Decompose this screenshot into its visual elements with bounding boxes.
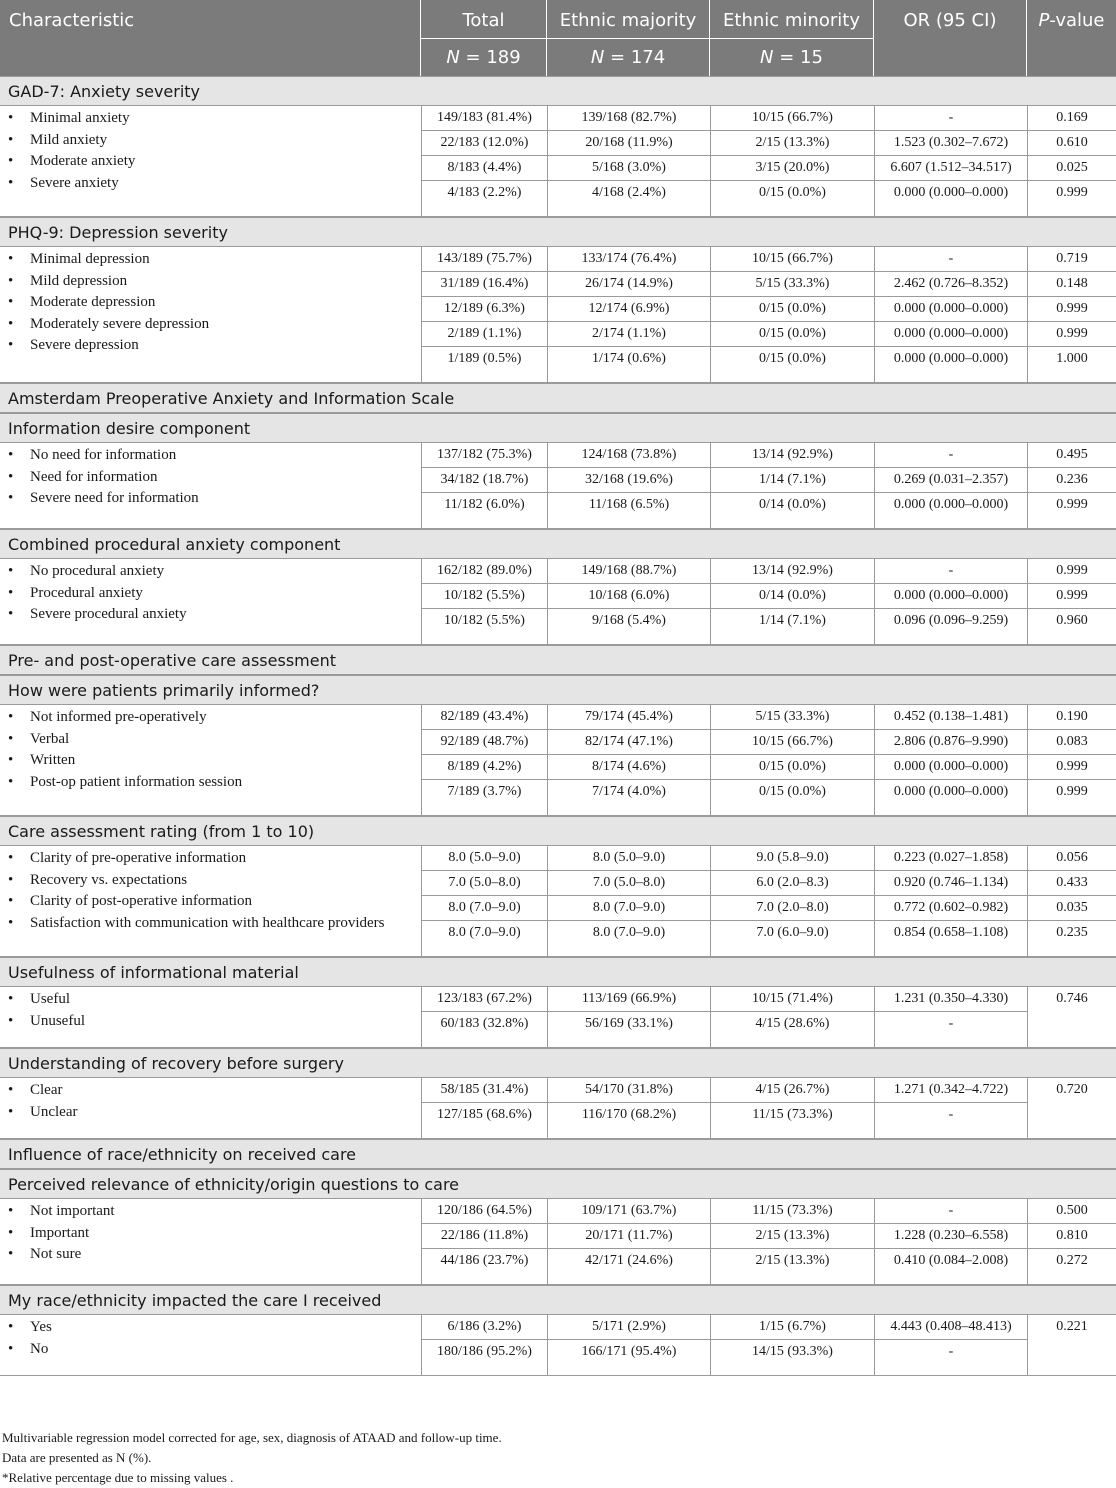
row-group (0, 705, 1116, 816)
table-cell: 10/15 (66.7%) (710, 106, 874, 130)
table-cell: 1.523 (0.302–7.672) (874, 131, 1027, 155)
table-row (421, 559, 1116, 584)
row-group (0, 1199, 1116, 1285)
table-cell: 20/171 (11.7%) (547, 1224, 710, 1248)
table-cell: 1.271 (0.342–4.722) (874, 1078, 1027, 1102)
table-row (421, 443, 1116, 468)
table-cell: 8.0 (5.0–9.0) (421, 846, 547, 870)
table-cell: 162/182 (89.0%) (421, 559, 547, 583)
table-row (421, 106, 1116, 131)
row-label: • Verbal (8, 730, 70, 747)
footnote: *Relative percentage due to missing values . (2, 1470, 234, 1485)
table-cell: 0.720 (1027, 1078, 1116, 1102)
table-cell: 0.452 (0.138–1.481) (874, 705, 1027, 729)
table-row (421, 846, 1116, 871)
table-cell: 0.000 (0.000–0.000) (874, 780, 1027, 804)
table-cell: 1/14 (7.1%) (710, 468, 874, 492)
row-label: • Post-op patient information session (8, 773, 243, 790)
section-heading: Care assessment rating (from 1 to 10) (0, 816, 1116, 846)
table-cell: 9.0 (5.8–9.0) (710, 846, 874, 870)
table-cell: 0/14 (0.0%) (710, 584, 874, 608)
table-row (421, 1224, 1116, 1249)
table-cell: - (874, 559, 1027, 583)
table-cell: 0/14 (0.0%) (710, 493, 874, 517)
table-row (421, 705, 1116, 730)
table-cell: 7.0 (6.0–9.0) (710, 921, 874, 945)
table-cell: 20/168 (11.9%) (547, 131, 710, 155)
table-cell: - (874, 1103, 1027, 1127)
table-row (421, 1315, 1116, 1340)
section-heading: Amsterdam Preoperative Anxiety and Information Scale (0, 383, 1116, 413)
table-cell: 0.495 (1027, 443, 1116, 467)
table-cell: 0/15 (0.0%) (710, 347, 874, 371)
table-cell: 149/168 (88.7%) (547, 559, 710, 583)
table-cell: 82/189 (43.4%) (421, 705, 547, 729)
table-row (421, 1249, 1116, 1274)
table-cell: 0.920 (0.746–1.134) (874, 871, 1027, 895)
table-cell: 0.025 (1027, 156, 1116, 180)
table-cell: 2/15 (13.3%) (710, 1249, 874, 1273)
table-cell: 0.000 (0.000–0.000) (874, 347, 1027, 371)
table-cell: 2/189 (1.1%) (421, 322, 547, 346)
table-cell: 0.000 (0.000–0.000) (874, 322, 1027, 346)
table-cell: 10/15 (66.7%) (710, 247, 874, 271)
table-row (421, 322, 1116, 347)
row-label: • Written (8, 752, 76, 768)
row-label: • Severe procedural anxiety (8, 606, 187, 622)
table-cell: 0.235 (1027, 921, 1116, 945)
section-heading: Perceived relevance of ethnicity/origin questions to care (0, 1169, 1116, 1199)
row-label: • Mild anxiety (8, 131, 108, 148)
table-body (0, 76, 1116, 1376)
row-label: • Moderate depression (8, 294, 156, 310)
table-cell: 0.056 (1027, 846, 1116, 870)
table-cell: 14/15 (93.3%) (710, 1340, 874, 1364)
table-cell: 0.236 (1027, 468, 1116, 492)
table-cell: 0.221 (1027, 1315, 1116, 1339)
table-cell: 0.000 (0.000–0.000) (874, 755, 1027, 779)
table-cell: 82/174 (47.1%) (547, 730, 710, 754)
table-row (421, 181, 1116, 206)
table-cell: 143/189 (75.7%) (421, 247, 547, 271)
row-label: • Recovery vs. expectations (8, 871, 188, 888)
table-cell: 8.0 (7.0–9.0) (547, 896, 710, 920)
table-row (421, 347, 1116, 372)
table-cell: 4/183 (2.2%) (421, 181, 547, 205)
table-cell: 2/15 (13.3%) (710, 131, 874, 155)
row-label: • Moderate anxiety (8, 153, 136, 169)
table-header (0, 0, 1116, 76)
header-characteristic: Characteristic (0, 0, 421, 76)
table-cell: 0.999 (1027, 297, 1116, 321)
table-cell: 32/168 (19.6%) (547, 468, 710, 492)
table-cell: 1.000 (1027, 347, 1116, 371)
table-cell: - (874, 443, 1027, 467)
row-label: • No (8, 1340, 49, 1357)
table-row (421, 131, 1116, 156)
row-label: • No procedural anxiety (8, 563, 165, 579)
table-row (421, 780, 1116, 805)
table-row (421, 609, 1116, 634)
table-cell: 0.999 (1027, 181, 1116, 205)
section-heading: GAD-7: Anxiety severity (0, 76, 1116, 106)
header-majority: Ethnic majority N = 174 (547, 0, 710, 76)
row-label: • Useful (8, 991, 70, 1007)
table-cell: 0.999 (1027, 493, 1116, 517)
table-cell (1027, 1012, 1116, 1036)
table-cell: 8/189 (4.2%) (421, 755, 547, 779)
table-row (421, 1340, 1116, 1365)
table-cell: - (874, 247, 1027, 271)
row-label: • Minimal anxiety (8, 110, 130, 126)
row-group (0, 846, 1116, 957)
table-cell: 0.719 (1027, 247, 1116, 271)
row-label: • Clarity of pre-operative information (8, 850, 247, 866)
table-row (421, 755, 1116, 780)
table-cell: 11/168 (6.5%) (547, 493, 710, 517)
table-row (421, 584, 1116, 609)
table-cell: 8.0 (7.0–9.0) (421, 921, 547, 945)
table-row (421, 871, 1116, 896)
table-cell: 10/168 (6.0%) (547, 584, 710, 608)
table-cell: 7.0 (5.0–8.0) (547, 871, 710, 895)
table-cell: 7.0 (2.0–8.0) (710, 896, 874, 920)
table-row (421, 1199, 1116, 1224)
table-cell: 2.462 (0.726–8.352) (874, 272, 1027, 296)
table-cell: 12/189 (6.3%) (421, 297, 547, 321)
table-cell: 0.854 (0.658–1.108) (874, 921, 1027, 945)
header-total: Total N = 189 (421, 0, 547, 76)
table-row (421, 987, 1116, 1012)
table-cell: 11/182 (6.0%) (421, 493, 547, 517)
row-group (0, 1078, 1116, 1139)
table-cell: 7/189 (3.7%) (421, 780, 547, 804)
table-cell: 0.500 (1027, 1199, 1116, 1223)
table-cell: 12/174 (6.9%) (547, 297, 710, 321)
section-heading: Information desire component (0, 413, 1116, 443)
table-cell: 1/14 (7.1%) (710, 609, 874, 633)
table-cell: 0.169 (1027, 106, 1116, 130)
row-label: • Need for information (8, 468, 158, 485)
header-p-value: P-value (1038, 10, 1105, 31)
table-cell: 116/170 (68.2%) (547, 1103, 710, 1127)
table-cell: 31/189 (16.4%) (421, 272, 547, 296)
row-group (0, 1315, 1116, 1376)
table-row (421, 247, 1116, 272)
table-cell: 139/168 (82.7%) (547, 106, 710, 130)
table-cell: 0.269 (0.031–2.357) (874, 468, 1027, 492)
table-cell: 0.148 (1027, 272, 1116, 296)
table-cell: 0.223 (0.027–1.858) (874, 846, 1027, 870)
section-heading: My race/ethnicity impacted the care I received (0, 1285, 1116, 1315)
row-label: • Unuseful (8, 1012, 85, 1029)
table-cell: 4/15 (26.7%) (710, 1078, 874, 1102)
table-cell: 0.410 (0.084–2.008) (874, 1249, 1027, 1273)
table-cell: - (874, 106, 1027, 130)
table-cell: 34/182 (18.7%) (421, 468, 547, 492)
table-cell: 58/185 (31.4%) (421, 1078, 547, 1102)
row-group (0, 559, 1116, 645)
table-cell: 1/189 (0.5%) (421, 347, 547, 371)
table-cell: 79/174 (45.4%) (547, 705, 710, 729)
table-cell: 120/186 (64.5%) (421, 1199, 547, 1223)
table-cell: 11/15 (73.3%) (710, 1199, 874, 1223)
table-cell: 0.610 (1027, 131, 1116, 155)
table-cell: 0.083 (1027, 730, 1116, 754)
table-cell: 5/171 (2.9%) (547, 1315, 710, 1339)
section-heading: Influence of race/ethnicity on received care (0, 1139, 1116, 1169)
footnote: Data are presented as N (%). (2, 1450, 152, 1465)
table-row (421, 1103, 1116, 1128)
table-cell: 0/15 (0.0%) (710, 322, 874, 346)
table-row (421, 921, 1116, 946)
table-cell: 0.999 (1027, 322, 1116, 346)
row-group (0, 443, 1116, 529)
row-group (0, 247, 1116, 383)
table-cell: 6.0 (2.0–8.3) (710, 871, 874, 895)
table-cell: 5/168 (3.0%) (547, 156, 710, 180)
row-label: • Severe anxiety (8, 174, 119, 191)
table-cell: 0.000 (0.000–0.000) (874, 584, 1027, 608)
table-cell: 1/15 (6.7%) (710, 1315, 874, 1339)
table-cell: 137/182 (75.3%) (421, 443, 547, 467)
table-row (421, 156, 1116, 181)
table-cell: 0.999 (1027, 755, 1116, 779)
table-cell: 149/183 (81.4%) (421, 106, 547, 130)
table-cell: 42/171 (24.6%) (547, 1249, 710, 1273)
table-row (421, 468, 1116, 493)
table-cell: 22/186 (11.8%) (421, 1224, 547, 1248)
table-cell: 0.096 (0.096–9.259) (874, 609, 1027, 633)
table-cell: 8/183 (4.4%) (421, 156, 547, 180)
table-cell: 3/15 (20.0%) (710, 156, 874, 180)
table-cell: 0.000 (0.000–0.000) (874, 181, 1027, 205)
table-cell: 2/174 (1.1%) (547, 322, 710, 346)
table-cell: 0.999 (1027, 584, 1116, 608)
table-row (421, 1078, 1116, 1103)
table-cell: 0/15 (0.0%) (710, 755, 874, 779)
table-cell: 44/186 (23.7%) (421, 1249, 547, 1273)
table-cell: 133/174 (76.4%) (547, 247, 710, 271)
table-cell: 0/15 (0.0%) (710, 297, 874, 321)
table-cell: 2/15 (13.3%) (710, 1224, 874, 1248)
row-label: • Not important (8, 1203, 115, 1219)
table-cell: 4/15 (28.6%) (710, 1012, 874, 1036)
table-cell: 2.806 (0.876–9.990) (874, 730, 1027, 754)
row-label: • Clarity of post-operative information (8, 893, 253, 909)
table-cell: 0.960 (1027, 609, 1116, 633)
table-cell: 8.0 (7.0–9.0) (421, 896, 547, 920)
header-minority: Ethnic minority N = 15 (710, 0, 874, 76)
table-cell: 0.000 (0.000–0.000) (874, 297, 1027, 321)
table-cell: 22/183 (12.0%) (421, 131, 547, 155)
row-label: • Severe need for information (8, 490, 199, 506)
table-cell: 0.035 (1027, 896, 1116, 920)
table-cell: 4.443 (0.408–48.413) (874, 1315, 1027, 1339)
table-row (421, 730, 1116, 755)
row-label: • Minimal depression (8, 251, 150, 267)
table-cell: 10/15 (66.7%) (710, 730, 874, 754)
table-cell: 92/189 (48.7%) (421, 730, 547, 754)
row-label: • Yes (8, 1319, 52, 1335)
table-cell: 13/14 (92.9%) (710, 443, 874, 467)
table-cell: 0/15 (0.0%) (710, 181, 874, 205)
table-cell: 0.433 (1027, 871, 1116, 895)
header-or: OR (95 CI) (874, 0, 1027, 76)
row-label: • Moderately severe depression (8, 315, 210, 332)
row-group (0, 987, 1116, 1048)
table-cell: 8/174 (4.6%) (547, 755, 710, 779)
row-group (0, 106, 1116, 217)
table-cell: 0.000 (0.000–0.000) (874, 493, 1027, 517)
row-label: • Unclear (8, 1103, 78, 1120)
table-cell: 0.999 (1027, 780, 1116, 804)
footnote: Multivariable regression model corrected for age, sex, diagnosis of ATAAD and follow-up time. (2, 1430, 502, 1445)
table-cell: 8.0 (5.0–9.0) (547, 846, 710, 870)
section-heading: How were patients primarily informed? (0, 675, 1116, 705)
table-cell: 0.190 (1027, 705, 1116, 729)
table-row (421, 493, 1116, 518)
table-cell: 10/182 (5.5%) (421, 584, 547, 608)
row-label: • Severe depression (8, 337, 139, 353)
table-cell: 11/15 (73.3%) (710, 1103, 874, 1127)
row-label: • Clear (8, 1082, 63, 1098)
row-label: • Not informed pre-operatively (8, 709, 207, 725)
table-cell: 7.0 (5.0–8.0) (421, 871, 547, 895)
section-heading: Combined procedural anxiety component (0, 529, 1116, 559)
row-label: • Not sure (8, 1246, 82, 1262)
table-cell: - (874, 1340, 1027, 1364)
table-cell: 10/15 (71.4%) (710, 987, 874, 1011)
table-cell: 127/185 (68.6%) (421, 1103, 547, 1127)
row-label: • No need for information (8, 447, 177, 463)
table-cell: 1.228 (0.230–6.558) (874, 1224, 1027, 1248)
row-label: • Satisfaction with communication with healthcare providers (8, 914, 385, 931)
table-cell: 10/182 (5.5%) (421, 609, 547, 633)
table-cell: - (874, 1012, 1027, 1036)
table-cell: 9/168 (5.4%) (547, 609, 710, 633)
section-heading: Understanding of recovery before surgery (0, 1048, 1116, 1078)
table-row (421, 272, 1116, 297)
table-row (421, 297, 1116, 322)
table-cell: 13/14 (92.9%) (710, 559, 874, 583)
table-cell: 1/174 (0.6%) (547, 347, 710, 371)
table-row (421, 1012, 1116, 1037)
table-cell: 60/183 (32.8%) (421, 1012, 547, 1036)
table-footnotes (2, 1428, 502, 1488)
section-heading: Usefulness of informational material (0, 957, 1116, 987)
row-label: • Important (8, 1224, 90, 1241)
row-label: • Mild depression (8, 272, 128, 289)
table-cell: 0.999 (1027, 559, 1116, 583)
table-cell: 6.607 (1.512–34.517) (874, 156, 1027, 180)
table-cell: 8.0 (7.0–9.0) (547, 921, 710, 945)
table-cell: 1.231 (0.350–4.330) (874, 987, 1027, 1011)
table-cell: 0.810 (1027, 1224, 1116, 1248)
table-cell: 180/186 (95.2%) (421, 1340, 547, 1364)
table-cell: 0.772 (0.602–0.982) (874, 896, 1027, 920)
table-cell: 26/174 (14.9%) (547, 272, 710, 296)
table-cell: 0.746 (1027, 987, 1116, 1011)
section-heading: PHQ-9: Depression severity (0, 217, 1116, 247)
table-row (421, 896, 1116, 921)
table-cell: - (874, 1199, 1027, 1223)
table-cell: 7/174 (4.0%) (547, 780, 710, 804)
section-heading: Pre- and post-operative care assessment (0, 645, 1116, 675)
table-cell: 5/15 (33.3%) (710, 272, 874, 296)
table-cell: 109/171 (63.7%) (547, 1199, 710, 1223)
table-cell: 56/169 (33.1%) (547, 1012, 710, 1036)
table-cell (1027, 1103, 1116, 1127)
table-cell: 0.272 (1027, 1249, 1116, 1273)
table-cell: 54/170 (31.8%) (547, 1078, 710, 1102)
table-cell: 5/15 (33.3%) (710, 705, 874, 729)
table-cell: 4/168 (2.4%) (547, 181, 710, 205)
table-cell: 166/171 (95.4%) (547, 1340, 710, 1364)
table-cell: 124/168 (73.8%) (547, 443, 710, 467)
table-cell (1027, 1340, 1116, 1364)
table-cell: 113/169 (66.9%) (547, 987, 710, 1011)
table-cell: 123/183 (67.2%) (421, 987, 547, 1011)
table-cell: 0/15 (0.0%) (710, 780, 874, 804)
row-label: • Procedural anxiety (8, 584, 143, 601)
table-cell: 6/186 (3.2%) (421, 1315, 547, 1339)
